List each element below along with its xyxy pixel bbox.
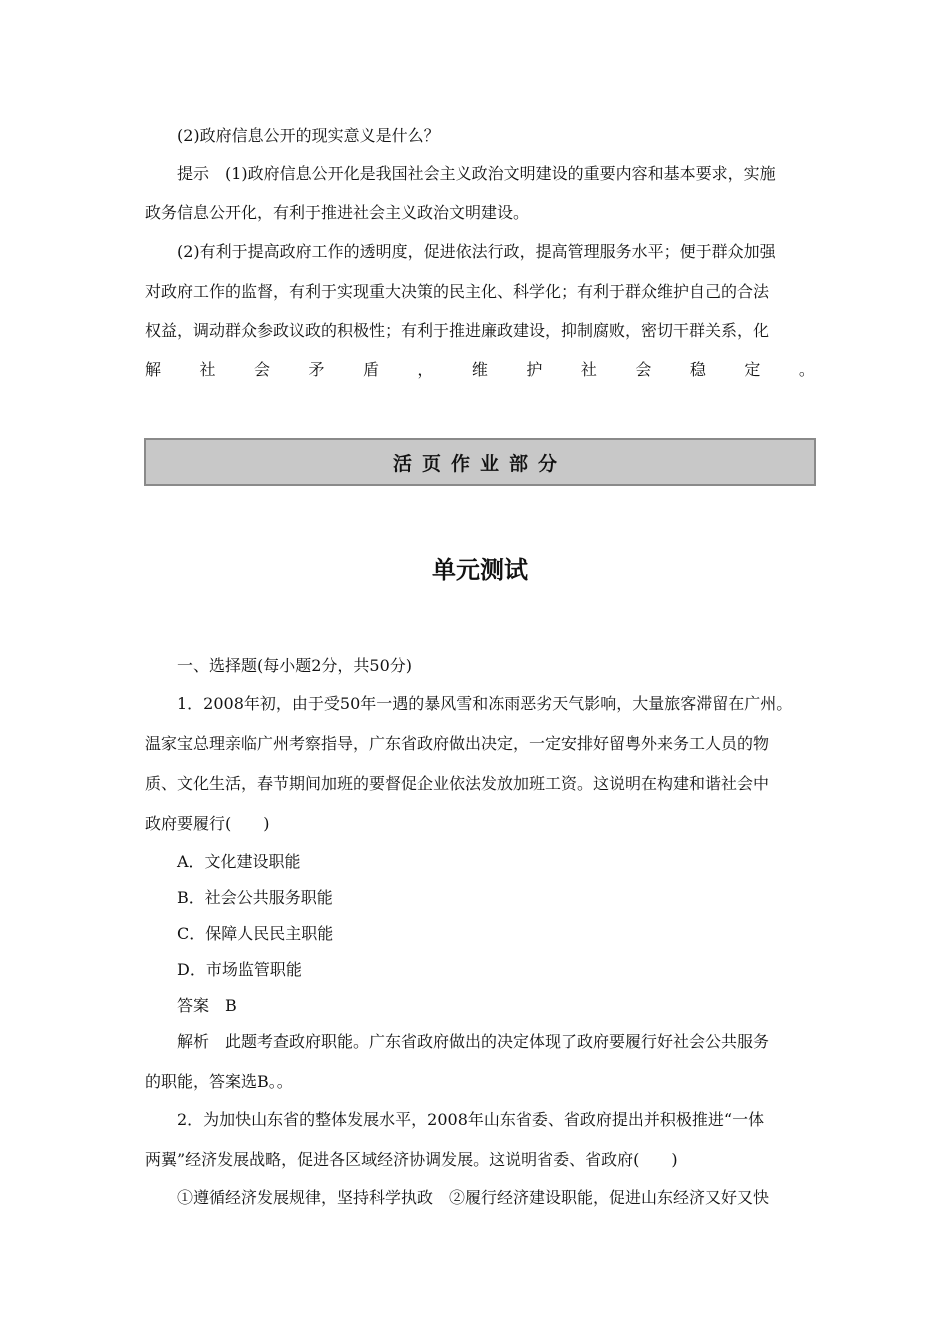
justified-char: 稳 xyxy=(689,360,706,379)
justified-char: 盾 xyxy=(362,360,379,379)
justified-char: 会 xyxy=(635,360,652,379)
hint-paragraph-2-line-3: 权益，调动群众参政议政的积极性；有利于推进廉政建设，抑制腐败，密切干群关系，化 xyxy=(145,321,770,340)
question-1-analysis-line-1: 解析 此题考查政府职能。广东省政府做出的决定体现了政府要履行好社会公共服务 xyxy=(177,1032,770,1051)
question-1-line-3: 质、文化生活，春节期间加班的要督促企业依法发放加班工资。这说明在构建和谐社会中 xyxy=(145,774,770,793)
justified-char: 。 xyxy=(798,360,815,379)
question-2-prompt: (2)政府信息公开的现实意义是什么？ xyxy=(177,126,440,145)
justified-char: 社 xyxy=(580,360,597,379)
justified-char: 护 xyxy=(526,360,543,379)
option-a: A．文化建设职能 xyxy=(177,852,301,871)
option-b: B．社会公共服务职能 xyxy=(177,888,333,907)
justified-char: 维 xyxy=(471,360,488,379)
question-2-line-2: 两翼”经济发展战略，促进各区域经济协调发展。这说明省委、省政府( ) xyxy=(145,1150,678,1169)
hint-paragraph-2-line-2: 对政府工作的监督，有利于实现重大决策的民主化、科学化；有利于群众维护自己的合法 xyxy=(145,282,770,301)
part-1-heading: 一、选择题(每小题2分，共50分) xyxy=(177,656,413,675)
justified-char: 解 xyxy=(145,360,162,379)
justified-char: 矛 xyxy=(308,360,325,379)
justified-char: ， xyxy=(417,360,434,379)
question-2-line-3: ①遵循经济发展规律，坚持科学执政 ②履行经济建设职能，促进山东经济又好又快 xyxy=(177,1188,770,1207)
option-d: D．市场监管职能 xyxy=(177,960,302,979)
question-2-line-1: 2．为加快山东省的整体发展水平，2008年山东省委、省政府提出并积极推进“一体 xyxy=(177,1110,765,1129)
worksheet-banner xyxy=(144,438,816,486)
banner-label: 活页作业部分 xyxy=(392,452,567,475)
hint-paragraph-2-line-1: (2)有利于提高政府工作的透明度，促进依法行政，提高管理服务水平；便于群众加强 xyxy=(177,242,776,261)
justified-char: 定 xyxy=(744,360,761,379)
question-1-analysis-line-2: 的职能，答案选B。。 xyxy=(145,1072,293,1091)
section-title: 单元测试 xyxy=(432,556,528,584)
question-1-line-1: 1．2008年初，由于受50年一遇的暴风雪和冻雨恶劣天气影响，大量旅客滞留在广州。 xyxy=(177,694,793,713)
hint-paragraph-1-line-2: 政务信息公开化，有利于推进社会主义政治文明建设。 xyxy=(145,203,530,222)
justified-char: 会 xyxy=(253,360,270,379)
hint-paragraph-2-line-4 xyxy=(145,358,815,382)
question-1-line-2: 温家宝总理亲临广州考察指导，广东省政府做出决定，一定安排好留粤外来务工人员的物 xyxy=(145,734,770,753)
question-1-line-4: 政府要履行( ) xyxy=(145,814,270,833)
option-c: C．保障人民民主职能 xyxy=(177,924,334,943)
hint-paragraph-1-line-1: 提示 (1)政府信息公开化是我国社会主义政治文明建设的重要内容和基本要求，实施 xyxy=(177,164,776,183)
question-1-answer: 答案 B xyxy=(177,996,237,1015)
justified-char: 社 xyxy=(199,360,216,379)
